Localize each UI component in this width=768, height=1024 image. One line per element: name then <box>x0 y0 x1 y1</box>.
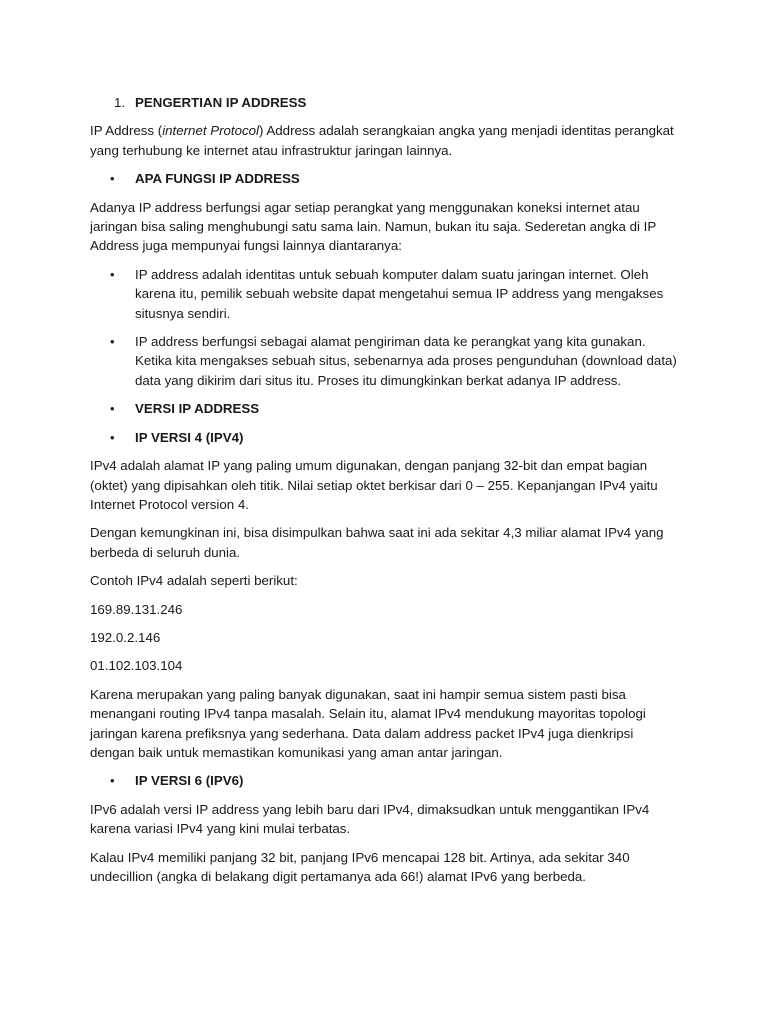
intro-paragraph <box>90 121 680 160</box>
heading-text: APA FUNGSI IP ADDRESS <box>135 171 300 187</box>
ipv4-example: 192.0.2.146 <box>90 629 161 645</box>
section-heading-pengertian <box>90 93 680 112</box>
heading-text: VERSI IP ADDRESS <box>135 401 260 417</box>
intro-italic-term: internet Protocol <box>162 123 260 139</box>
ipv4-example: 01.102.103.104 <box>90 658 183 674</box>
ipv4-paragraph-4: Karena merupakan yang paling banyak digunakan, saat ini hampir semua sistem pasti bisa menangani routing IPv4 tanpa masalah. Selain itu, alamat IPv4 mendukung mayoritas topologi jaringan karena prefiksnya yang sederhana. Data dalam address packet IPv4 juga dienkripsi dengan baik untuk memastikan komunikasi yang aman antar jaringan. <box>90 686 646 760</box>
section-heading-ipv4 <box>90 428 680 447</box>
section-heading-ipv6 <box>90 771 680 790</box>
ipv4-example: 169.89.131.246 <box>90 601 183 617</box>
list-number: 1. <box>114 95 126 110</box>
bullet-icon: • <box>110 334 115 350</box>
list-item <box>90 265 680 323</box>
bullet-icon: • <box>110 401 115 417</box>
fungsi-paragraph: Adanya IP address berfungsi agar setiap perangkat yang menggunakan koneksi internet atau jaringan bisa saling menghubungi satu sama lain. Namun, bukan itu saja. Sederetan angka di IP Address juga mempunyai fungsi lainnya diantaranya: <box>90 199 656 254</box>
heading-text: PENGERTIAN IP ADDRESS <box>135 95 307 110</box>
intro-text-start: IP Address ( <box>90 123 163 139</box>
bullet-icon: • <box>110 773 115 789</box>
ipv6-paragraph-1: IPv6 adalah versi IP address yang lebih baru dari IPv4, dimaksudkan untuk menggantikan IPv4 karena variasi IPv4 yang kini mulai terbatas. <box>90 801 650 837</box>
bullet-icon: • <box>110 429 115 445</box>
bullet-icon: • <box>110 171 115 187</box>
list-item <box>90 332 680 390</box>
heading-text: IP VERSI 6 (IPV6) <box>135 773 244 789</box>
ipv6-paragraph-2: Kalau IPv4 memiliki panjang 32 bit, panjang IPv6 mencapai 128 bit. Artinya, ada sekitar 340 undecillion (angka di belakang digit pertamanya ada 66!) alamat IPv6 yang berbeda. <box>90 849 630 884</box>
ipv4-paragraph-1: IPv4 adalah alamat IP yang paling umum digunakan, dengan panjang 32-bit dan empat bagian (oktet) yang dipisahkan oleh titik. Nilai setiap oktet berkisar dari 0 – 255. Kepanjangan IPv4 yaitu Internet Protocol version 4. <box>90 458 658 512</box>
list-item-text: IP address berfungsi sebagai alamat pengiriman data ke perangkat yang kita gunakan. Ketika kita mengakses sebuah situs, sebenarnya ada proses pengunduhan (download data) data yang dikirim dari situs itu. Proses itu dimungkinkan berkat adanya IP address. <box>135 334 677 388</box>
list-item-text: IP address adalah identitas untuk sebuah komputer dalam suatu jaringan internet. Oleh karena itu, pemilik sebuah website dapat mengetahui semua IP address yang mengakses situsnya sendiri. <box>135 266 664 321</box>
section-heading-versi <box>90 399 680 418</box>
section-heading-fungsi <box>90 169 680 188</box>
bullet-icon: • <box>110 266 115 282</box>
fungsi-list <box>90 265 680 390</box>
ipv4-paragraph-2: Dengan kemungkinan ini, bisa disimpulkan bahwa saat ini ada sekitar 4,3 miliar alamat IPv4 yang berbeda di seluruh dunia. <box>90 525 664 560</box>
heading-text: IP VERSI 4 (IPV4) <box>135 429 244 445</box>
ipv4-paragraph-3: Contoh IPv4 adalah seperti berikut: <box>90 573 298 589</box>
intro-text-end: ) Address adalah serangkaian angka yang menjadi identitas perangkat yang terhubung ke internet atau infrastruktur jaringan lainnya. <box>90 123 674 158</box>
